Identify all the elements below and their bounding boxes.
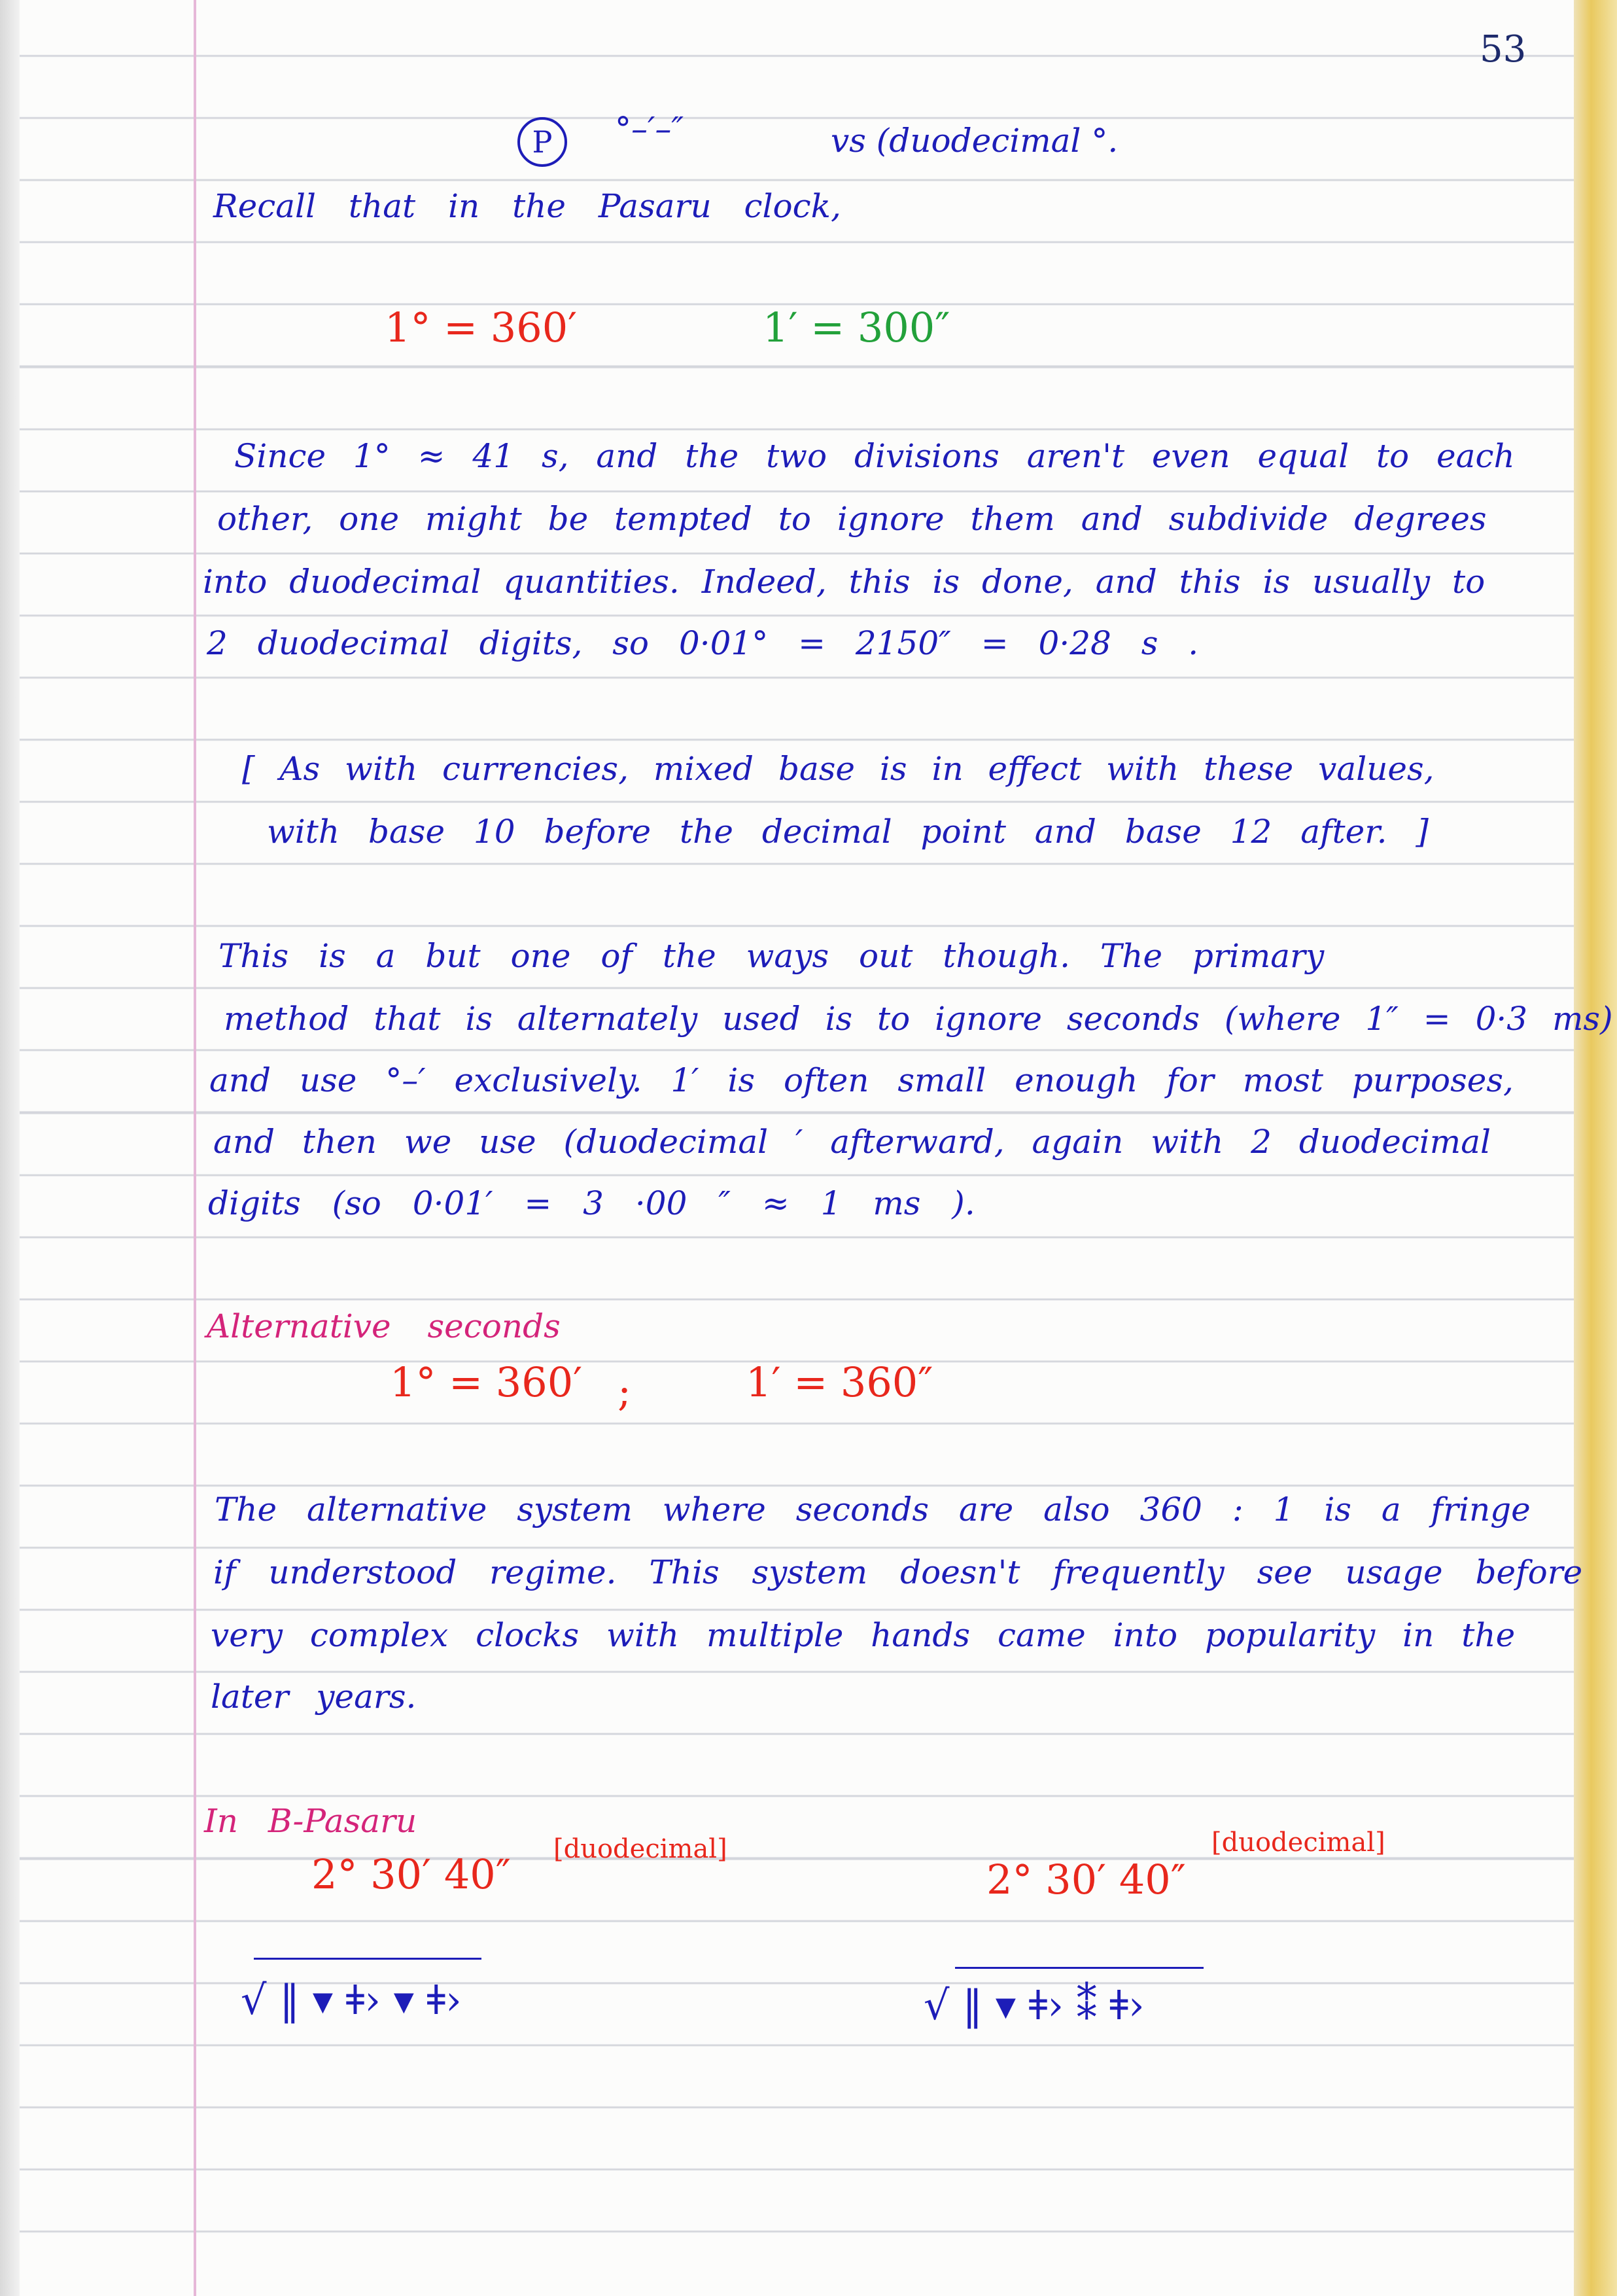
- para1-line: other, one might be tempted to ignore them and subdivide degrees: [217, 500, 1487, 538]
- section2-heading: In B-Pasaru: [204, 1802, 417, 1840]
- binder-edge: [0, 0, 20, 2296]
- pasaru-script: √ ‖ ▾ ǂ› ▾ ǂ›: [241, 1976, 462, 2024]
- para2-line: This is a but one of the ways out though. The primary: [218, 937, 1325, 975]
- alt-heading: Alternative seconds: [207, 1307, 561, 1345]
- para2-line: and then we use (duodecimal ′ afterward, again with 2 duodecimal: [213, 1123, 1491, 1161]
- example-value: 2° 30′ 40″: [311, 1850, 511, 1898]
- page-number: 53: [1480, 28, 1527, 71]
- heading-rest: vs (duodecimal °.: [831, 122, 1119, 160]
- note-line: [ As with currencies, mixed base is in effect with these values,: [242, 750, 1434, 788]
- alt-relation-degree: 1° = 360′: [390, 1358, 583, 1406]
- vinculum-line: [254, 1958, 481, 1960]
- para3-line: The alternative system where seconds are also 360 : 1 is a fringe: [215, 1491, 1531, 1528]
- margin-line: [194, 0, 196, 2296]
- intro-line: Recall that in the Pasaru clock,: [213, 187, 841, 225]
- relation-minute: 1′ = 300″: [763, 304, 950, 351]
- para1-line: 2 duodecimal digits, so 0·01° = 2150″ = 0·28 s .: [207, 624, 1199, 662]
- relation-degree: 1° = 360′: [385, 304, 578, 351]
- para2-line: and use °–′ exclusively. 1′ is often small enough for most purposes,: [209, 1061, 1514, 1099]
- page-edge: [1574, 0, 1617, 2296]
- alt-relation-minute: 1′ = 360″: [746, 1358, 933, 1406]
- alt-relation-separator: ;: [617, 1368, 631, 1415]
- heading-symbol: P: [532, 124, 553, 160]
- circled-p-icon: [515, 115, 569, 169]
- para2-line: digits (so 0·01′ = 3 ·00 ″ ≈ 1 ms ).: [208, 1184, 975, 1222]
- para1-line: Since 1° ≈ 41 s, and the two divisions aren't even equal to each: [234, 437, 1515, 475]
- pasaru-script: √ ‖ ▾ ǂ› ⁑ ǂ›: [924, 1981, 1145, 2029]
- example-tag: [duodecimal]: [553, 1834, 727, 1864]
- para2-line: method that is alternately used is to ignore seconds (where 1″ = 0·3 ms): [224, 1000, 1613, 1038]
- para1-line: into duodecimal quantities. Indeed, this is done, and this is usually to: [203, 563, 1486, 601]
- vinculum-line: [955, 1967, 1204, 1969]
- example-tag: [duodecimal]: [1211, 1828, 1385, 1858]
- note-line: with base 10 before the decimal point and base 12 after. ]: [267, 813, 1429, 851]
- para3-line: very complex clocks with multiple hands came into popularity in the: [211, 1616, 1516, 1654]
- example-value: 2° 30′ 40″: [986, 1856, 1186, 1903]
- para3-line: later years.: [211, 1678, 417, 1716]
- heading-units: °–′–″: [615, 110, 684, 148]
- para3-line: if understood regime. This system doesn't frequently see usage before: [213, 1553, 1583, 1591]
